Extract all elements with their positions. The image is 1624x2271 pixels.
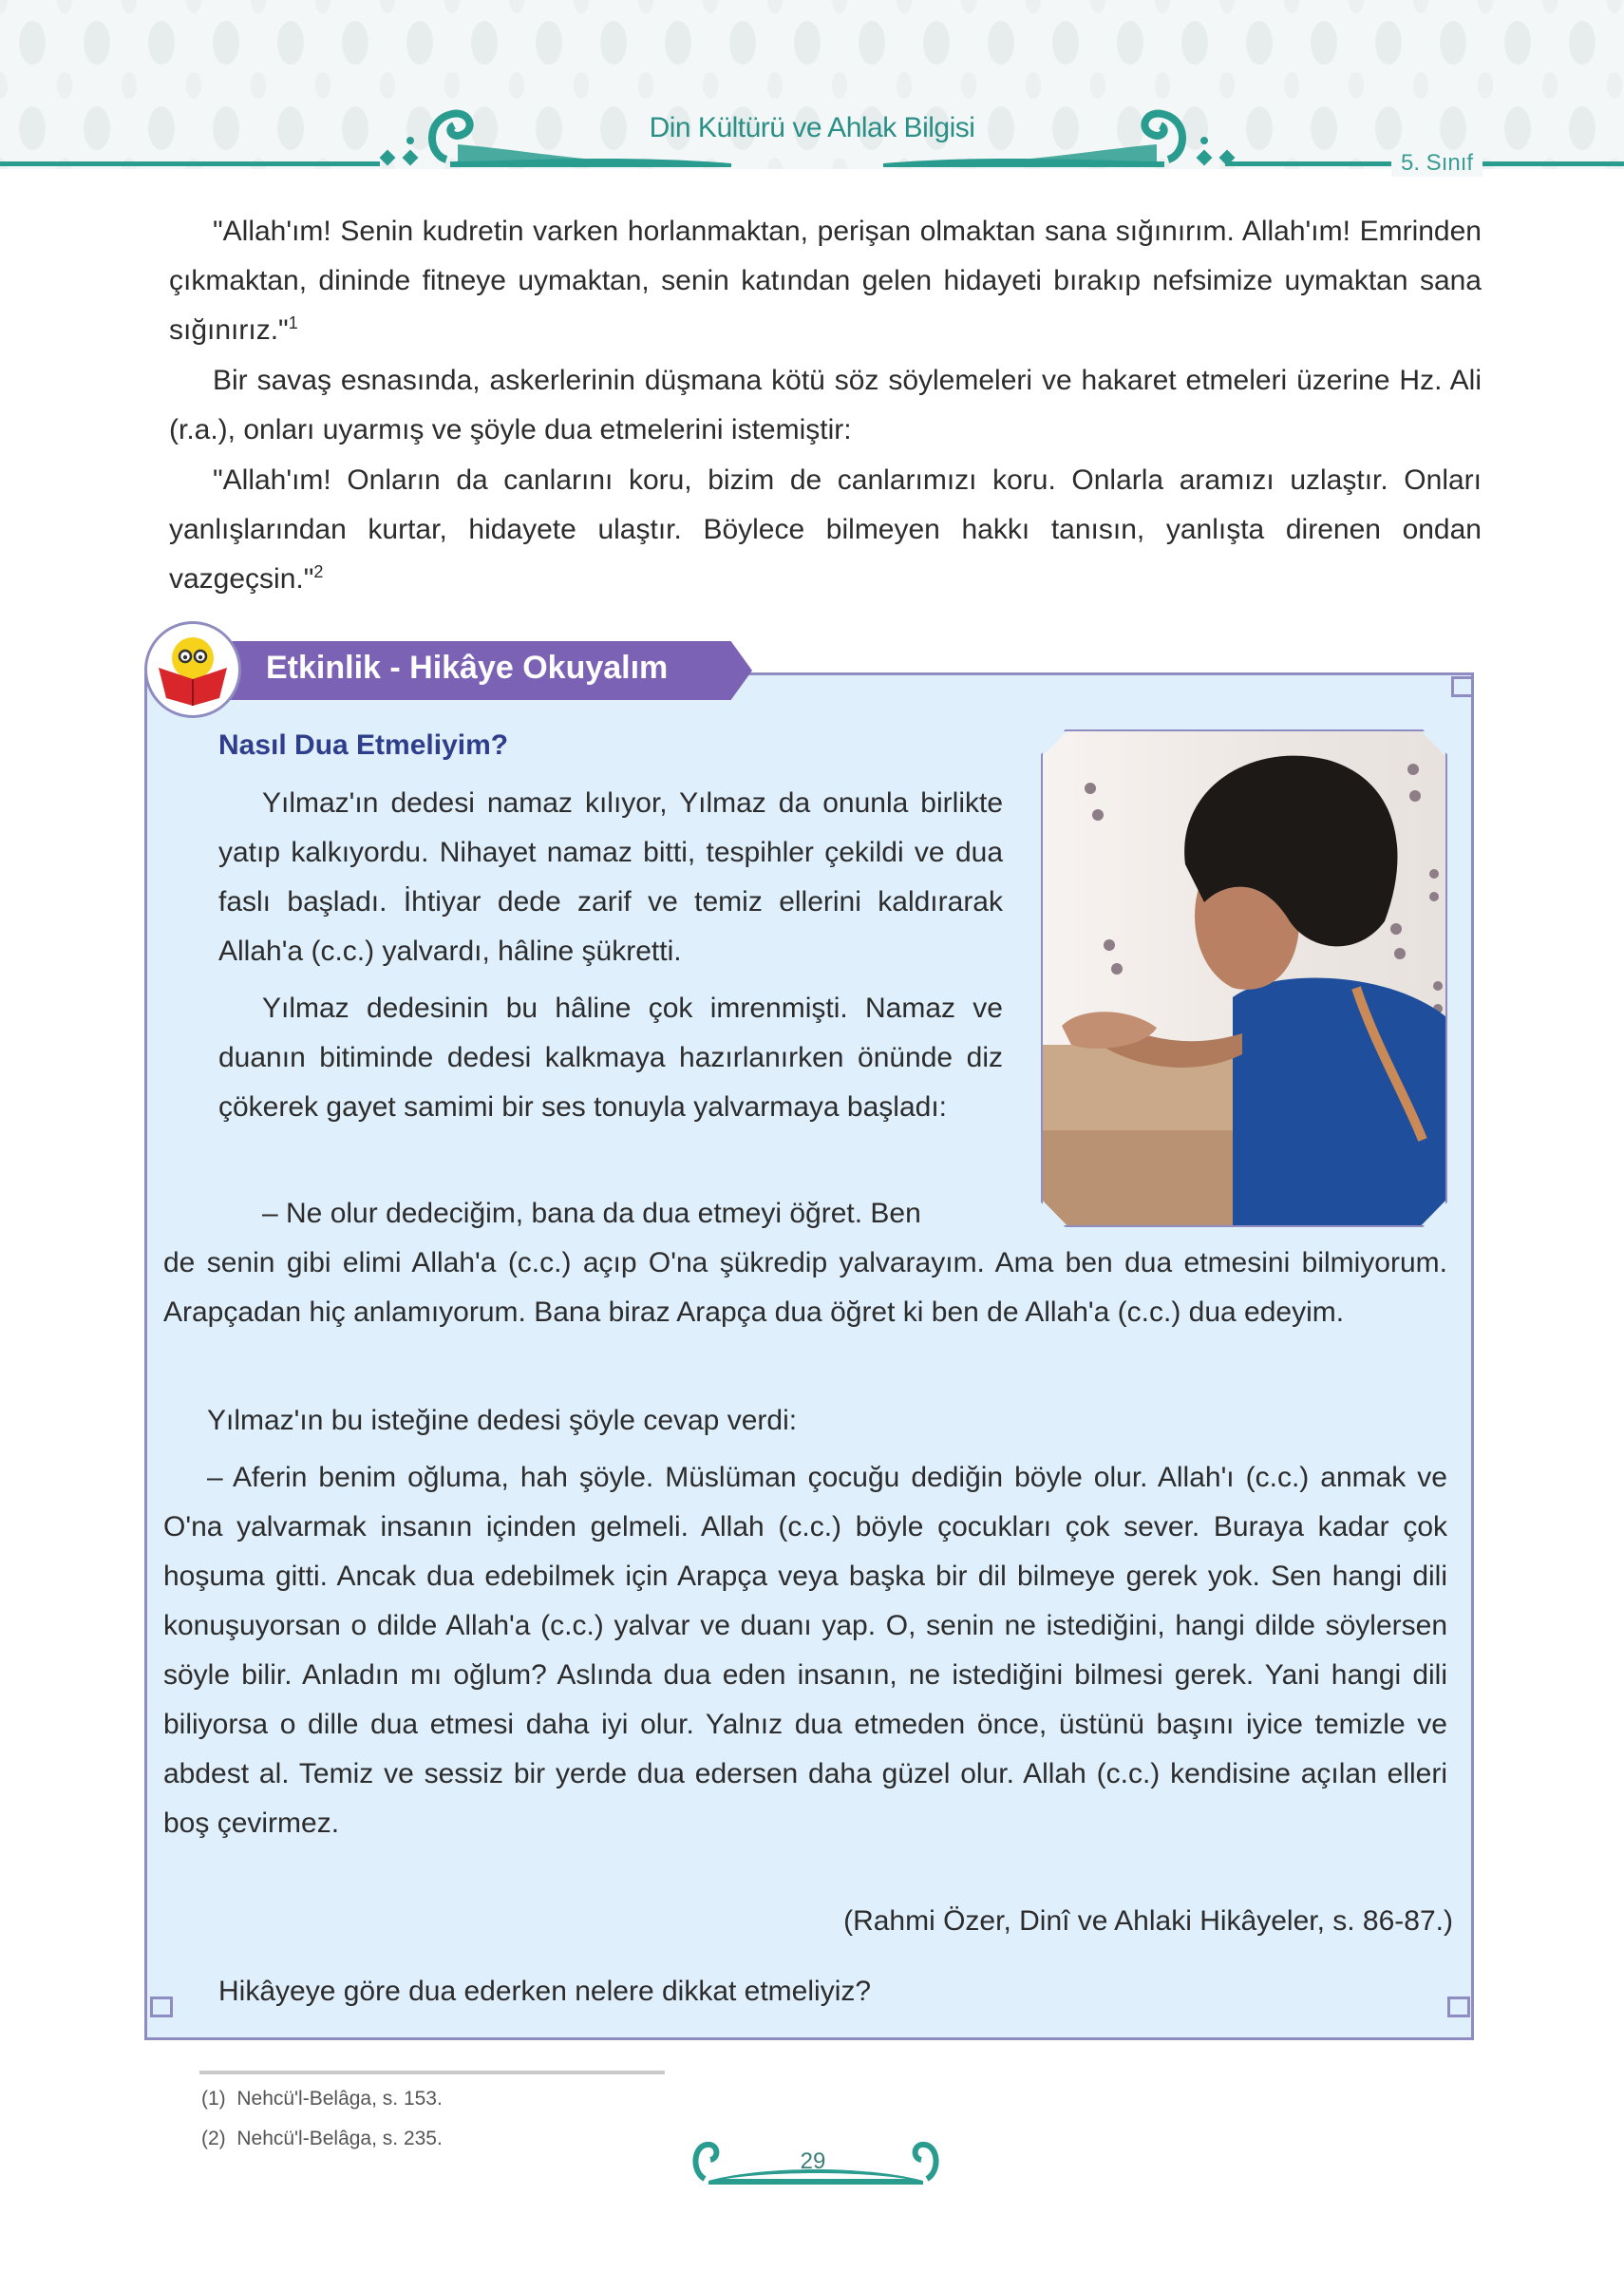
story-citation: (Rahmi Özer, Dinî ve Ahlaki Hikâyeler, s. 86-87.)	[843, 1905, 1453, 1937]
paragraph-text: Bir savaş esnasında, askerlerinin düşmana kötü söz söylemeleri ve hakaret etmeleri üzerine Hz. Ali (r.a.), onları uyarmış ve şöyle dua etmelerini istemiştir:	[169, 365, 1482, 445]
reading-mascot-icon	[144, 621, 241, 718]
paragraph-text: "Allah'ım! Onların da canlarını koru, bizim de canlarımızı koru. Onlarla aramızı uzlaştır. Onları yanlışlarından kurtar, hidayete ulaştır. Böylece bilmeyen hakkı tanısın, yanlışta direnen ondan vazgeçsin."	[169, 464, 1482, 595]
paragraph-prayer-1	[169, 207, 1482, 355]
photo-frame	[1041, 729, 1447, 1227]
book-title: Din Kültürü ve Ahlak Bilgisi	[649, 112, 975, 143]
footnote-text: Nehcü'l-Belâga, s. 235.	[236, 2128, 443, 2149]
footnote-divider	[199, 2071, 665, 2074]
story-paragraph: de senin gibi elimi Allah'a (c.c.) açıp O'na şükredip yalvarayım. Ama ben dua etmesini bilmiyorum. Arapçadan hiç anlamıyorum. Bana biraz Arapça dua öğret ki ben de Allah'a (c.c.) dua edeyim.	[163, 1247, 1447, 1328]
footnote-ref[interactable]: 1	[288, 313, 298, 332]
footnote-number: (1)	[201, 2088, 226, 2110]
footnote-ref[interactable]: 2	[313, 562, 324, 581]
frame-corner-ornament	[150, 1997, 173, 2017]
story-paragraph: Yılmaz dedesinin bu hâline çok imrenmişti. Namaz ve duanın bitiminde dedesi kalkmaya hazırlanırken önünde diz çökerek gayet samimi bir ses tonuyla yalvarmaya başladı:	[218, 993, 1003, 1123]
paragraph-hz-ali	[169, 356, 1482, 455]
story-paragraph: Yılmaz'ın bu isteğine dedesi şöyle cevap verdi:	[207, 1405, 798, 1436]
story-paragraph: Yılmaz'ın dedesi namaz kılıyor, Yılmaz da onunla birlikte yatıp kalkıyordu. Nihayet namaz bitti, tespihler çekildi ve dua faslı başladı. İhtiyar dede zarif ve temiz ellerini kaldırarak Allah'a (c.c.) yalvardı, hâline şükretti.	[218, 787, 1003, 967]
footnote-text: Nehcü'l-Belâga, s. 153.	[236, 2088, 443, 2110]
story-paragraph: – Ne olur dedeciğim, bana da dua etmeyi öğret. Ben	[262, 1198, 921, 1229]
header-rule-left	[0, 161, 380, 166]
story-paragraph: – Aferin benim oğluma, hah şöyle. Müslüman çocuğu dediğin böyle olur. Allah'ı (c.c.) anmak ve O'na yalvarmak insanın içinden gelmeli. Allah (c.c.) böyle çocukları çok sever. Buraya kadar çok hoşuma gitti. Ancak dua edebilmek için Arapça veya başka bir dil bilmeye gerek yok. Sen hangi dili konuşuyorsan o dilde Allah'a (c.c.) yalvar ve duanı yap. O, senin ne istediğini, hangi dilde söylersen söyle bilir. Anladın mı oğlum? Aslında dua eden insanın, ne istediğini bilmesi gerek. Yani hangi dili biliyorsa o dille dua etmesi daha iyi olur. Yalnız dua etmeden önce, üstünü başını iyice temizle ve abdest al. Temiz ve sessiz bir yerde dua edersen daha güzel olur. Allah (c.c.) kendisine açılan elleri boş çevirmez.	[163, 1462, 1447, 1839]
paragraph-prayer-2	[169, 456, 1482, 604]
frame-corner-ornament	[1447, 1997, 1470, 2017]
frame-corner-ornament	[1451, 676, 1474, 697]
footnote-1	[201, 2088, 443, 2110]
page-number: 29	[800, 2148, 826, 2174]
activity-question: Hikâyeye göre dua ederken nelere dikkat etmeliyiz?	[218, 1976, 872, 2007]
paragraph-text: "Allah'ım! Senin kudretin varken horlanmaktan, perişan olmaktan sana sığınırım. Allah'ım! Emrinden çıkmaktan, dininde fitneye uymaktan, senin katından gelen hidayeti bırakıp nefsimize uymaktan sana sığınırız."	[169, 216, 1482, 346]
grade-label: 5. Sınıf	[1391, 150, 1482, 177]
footnote-number: (2)	[201, 2128, 226, 2149]
activity-banner-label: Etkinlik - Hikâye Okuyalım	[266, 650, 669, 686]
footnote-2	[201, 2128, 443, 2150]
story-title: Nasıl Dua Etmeliyim?	[218, 729, 509, 761]
